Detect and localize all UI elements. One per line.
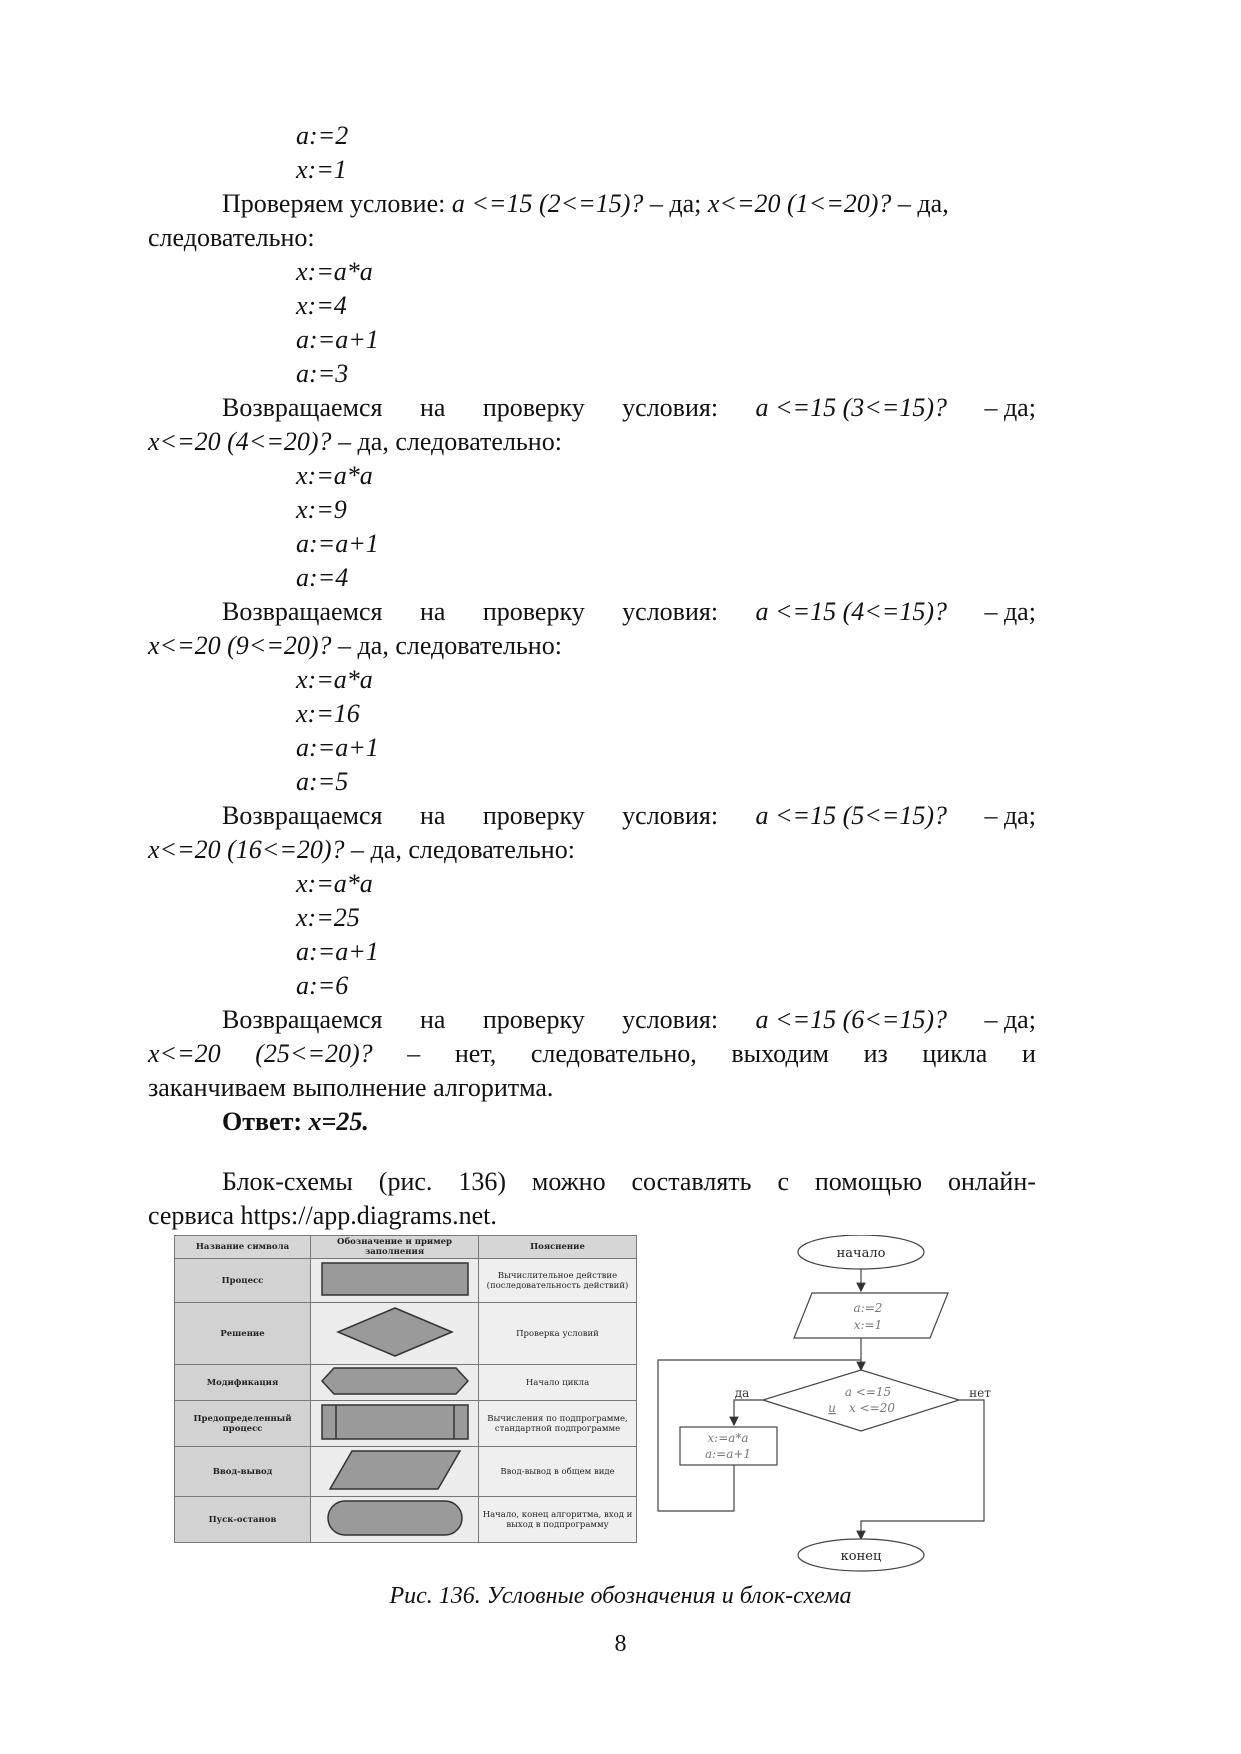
code-line: a:=4 [296, 563, 349, 592]
code-line: a:=3 [296, 359, 349, 388]
symbol-name: Пуск-останов [175, 1497, 311, 1543]
input-line: a:=2 [853, 1301, 883, 1315]
figure-136 [174, 1235, 1044, 1575]
symbol-name: Ввод-вывод [175, 1447, 311, 1497]
code-line: a:=a+1 [296, 529, 379, 558]
condition-line: x <=20 [849, 1401, 895, 1415]
paragraph-line: x<=20 (4<=20)? – да, следовательно: [148, 427, 562, 456]
table-header: Обозначение и пример заполнения [311, 1236, 479, 1259]
table-row [175, 1497, 637, 1543]
symbol-name: Процесс [175, 1259, 311, 1303]
paragraph-line: Возвращаемся на проверку условия: a <=15 (4<=15)? – да; [222, 597, 1036, 626]
table-row [175, 1401, 637, 1447]
table-header: Название символа [175, 1236, 311, 1259]
symbol-desc: Вычислительное действие (последовательность действий) [479, 1259, 637, 1303]
process-symbol [311, 1259, 479, 1303]
symbol-name: Предопределенный процесс [175, 1401, 311, 1447]
code-line: x:=4 [296, 291, 347, 320]
code-line: x:=a*a [296, 665, 373, 694]
paragraph-line: Проверяем условие: a <=15 (2<=15)? – да; x<=20 (1<=20)? – да, [222, 189, 949, 218]
paragraph-line: x<=20 (9<=20)? – да, следовательно: [148, 631, 562, 660]
table-row [175, 1365, 637, 1401]
code-line: x:=a*a [296, 461, 373, 490]
symbol-desc: Начало цикла [479, 1365, 637, 1401]
paragraph-line: Блок-схемы (рис. 136) можно составлять с помощью онлайн- [222, 1167, 1036, 1196]
input-line: x:=1 [853, 1318, 883, 1332]
yes-label: да [734, 1386, 750, 1400]
answer-line: Ответ: x=25. [222, 1107, 369, 1136]
paragraph-line: сервиса https://app.diagrams.net. [148, 1201, 497, 1230]
symbols-table [174, 1235, 637, 1543]
code-line: a:=5 [296, 767, 349, 796]
decision-symbol [311, 1303, 479, 1365]
symbol-desc: Проверка условий [479, 1303, 637, 1365]
condition-and: и [828, 1401, 836, 1415]
code-line: a:=6 [296, 971, 349, 1000]
no-label: нет [969, 1386, 991, 1400]
page-number: 8 [614, 1631, 627, 1657]
predefined-process-symbol [311, 1401, 479, 1447]
paragraph-line: x<=20 (25<=20)? – нет, следовательно, выходим из цикла и [148, 1039, 1036, 1068]
code-line: a:=a+1 [296, 733, 379, 762]
code-line: a:=2 [296, 121, 349, 150]
flowchart [650, 1235, 1044, 1575]
symbol-desc: Начало, конец алгоритма, вход и выход в подпрограмму [479, 1497, 637, 1543]
condition-line: a <=15 [844, 1385, 892, 1399]
end-label: конец [840, 1549, 882, 1564]
terminator-symbol [311, 1497, 479, 1543]
code-line: x:=1 [296, 155, 347, 184]
code-line: a:=a+1 [296, 937, 379, 966]
symbol-name: Решение [175, 1303, 311, 1365]
table-row [175, 1447, 637, 1497]
code-line: x:=a*a [296, 869, 373, 898]
code-line: x:=9 [296, 495, 347, 524]
paragraph-line: x<=20 (16<=20)? – да, следовательно: [148, 835, 575, 864]
symbol-name: Модификация [175, 1365, 311, 1401]
paragraph-line: Возвращаемся на проверку условия: a <=15 (5<=15)? – да; [222, 801, 1036, 830]
code-line: x:=16 [296, 699, 360, 728]
symbol-desc: Вычисления по подпрограмме, стандартной подпрограмме [479, 1401, 637, 1447]
start-label: начало [836, 1246, 886, 1261]
input-output-symbol [311, 1447, 479, 1497]
code-line: x:=25 [296, 903, 360, 932]
table-header-row [175, 1236, 637, 1259]
table-row [175, 1259, 637, 1303]
figure-caption: Рис. 136. Условные обозначения и блок-схема [389, 1583, 852, 1609]
table-header: Пояснение [479, 1236, 637, 1259]
paragraph-line: заканчиваем выполнение алгоритма. [148, 1073, 554, 1102]
paragraph-line: следовательно: [148, 223, 315, 252]
table-row [175, 1303, 637, 1365]
code-line: x:=a*a [296, 257, 373, 286]
paragraph-line: Возвращаемся на проверку условия: a <=15 (6<=15)? – да; [222, 1005, 1036, 1034]
process-line: a:=a+1 [704, 1447, 752, 1461]
code-line: a:=a+1 [296, 325, 379, 354]
symbol-desc: Ввод-вывод в общем виде [479, 1447, 637, 1497]
modification-symbol [311, 1365, 479, 1401]
paragraph-line: Возвращаемся на проверку условия: a <=15 (3<=15)? – да; [222, 393, 1036, 422]
process-line: x:=a*a [707, 1431, 749, 1445]
